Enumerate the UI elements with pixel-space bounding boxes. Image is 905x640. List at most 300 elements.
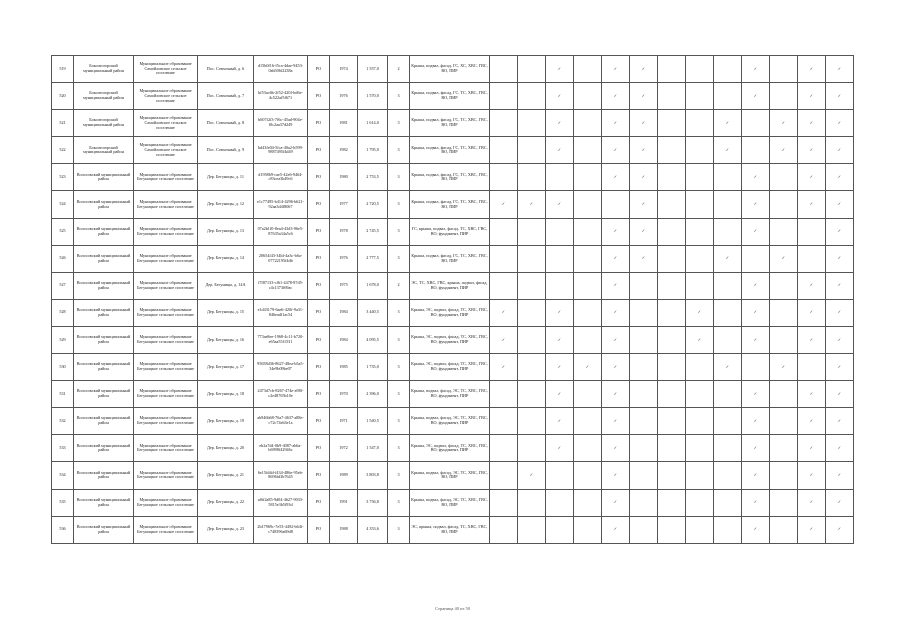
- fund-form-cell: РО: [308, 516, 330, 543]
- fund-form-cell: РО: [308, 299, 330, 326]
- check-mark-icon: ✓: [837, 444, 842, 450]
- work-check-cell: [826, 272, 854, 299]
- work-check-cell: [630, 408, 658, 435]
- work-check-cell: [686, 83, 714, 110]
- guid-cell: d195869-cae5-42e6-9464-c83cea3b49c6: [254, 164, 308, 191]
- table-row: [52, 462, 854, 489]
- district-cell: Волосовский муниципальный район: [74, 299, 134, 326]
- work-check-cell: [798, 299, 826, 326]
- work-check-cell: [798, 83, 826, 110]
- check-mark-icon: ✓: [753, 201, 758, 207]
- work-check-cell: [826, 435, 854, 462]
- check-mark-icon: ✓: [837, 92, 842, 98]
- district-cell: Волосовский муниципальный район: [74, 462, 134, 489]
- work-check-cell: [574, 191, 602, 218]
- check-mark-icon: ✓: [613, 499, 618, 505]
- check-mark-icon: ✓: [809, 201, 814, 207]
- works-cell: Крыша, подвал, фасад, ГС, ТС, ХВС, ГВС, ВО, ПИР: [410, 245, 490, 272]
- work-check-cell: [630, 137, 658, 164]
- work-check-cell: [518, 299, 546, 326]
- floors-cell: 3: [388, 299, 410, 326]
- check-mark-icon: ✓: [837, 499, 842, 505]
- guid-cell: 20654f43-34bf-4a3c-b6a-07722195f4db: [254, 245, 308, 272]
- check-mark-icon: ✓: [753, 390, 758, 396]
- work-check-cell: [658, 516, 686, 543]
- work-check-cell: [686, 408, 714, 435]
- check-mark-icon: ✓: [697, 309, 702, 315]
- work-check-cell: [602, 56, 630, 83]
- municipality-cell: Муниципальное образование Бегуницкое сельское поселение: [134, 354, 198, 381]
- work-check-cell: [742, 110, 770, 137]
- year-cell: 1991: [330, 489, 358, 516]
- check-mark-icon: ✓: [753, 336, 758, 342]
- municipality-cell: Муниципальное образование Самойловское сельское поселение: [134, 83, 198, 110]
- check-mark-icon: ✓: [725, 119, 730, 125]
- check-mark-icon: ✓: [613, 228, 618, 234]
- work-check-cell: [770, 191, 798, 218]
- work-check-cell: [490, 218, 518, 245]
- check-mark-icon: ✓: [809, 174, 814, 180]
- fund-form-cell: РО: [308, 489, 330, 516]
- work-check-cell: [686, 218, 714, 245]
- year-cell: 1971: [330, 408, 358, 435]
- work-check-cell: [630, 56, 658, 83]
- work-check-cell: [518, 245, 546, 272]
- municipality-cell: Муниципальное образование Бегуницкое сельское поселение: [134, 516, 198, 543]
- guid-cell: e1c77495-b414-4296-b621-92aa3d4f8067: [254, 191, 308, 218]
- check-mark-icon: ✓: [613, 92, 618, 98]
- work-check-cell: [602, 218, 630, 245]
- district-cell: Волосовский муниципальный район: [74, 381, 134, 408]
- check-mark-icon: ✓: [781, 146, 786, 152]
- work-check-cell: [574, 137, 602, 164]
- work-check-cell: [546, 56, 574, 83]
- work-check-cell: [686, 191, 714, 218]
- work-check-cell: [826, 516, 854, 543]
- fund-form-cell: РО: [308, 56, 330, 83]
- work-check-cell: [518, 516, 546, 543]
- municipality-cell: Муниципальное образование Бегуницкое сельское поселение: [134, 299, 198, 326]
- work-check-cell: [770, 435, 798, 462]
- check-mark-icon: ✓: [837, 417, 842, 423]
- check-mark-icon: ✓: [809, 92, 814, 98]
- work-check-cell: [546, 354, 574, 381]
- table-row: [52, 489, 854, 516]
- table-row: [52, 272, 854, 299]
- district-cell: Волосовский муниципальный район: [74, 245, 134, 272]
- check-mark-icon: ✓: [753, 472, 758, 478]
- work-check-cell: [602, 110, 630, 137]
- check-mark-icon: ✓: [809, 65, 814, 71]
- year-cell: 1984: [330, 299, 358, 326]
- table-row: [52, 110, 854, 137]
- area-cell: 2 753,5: [358, 164, 388, 191]
- work-check-cell: [574, 218, 602, 245]
- work-check-cell: [826, 408, 854, 435]
- work-check-cell: [770, 354, 798, 381]
- row-number: 522: [52, 137, 74, 164]
- work-check-cell: [630, 245, 658, 272]
- work-check-cell: [658, 381, 686, 408]
- work-check-cell: [658, 489, 686, 516]
- municipality-cell: Муниципальное образование Бегуницкое сельское поселение: [134, 408, 198, 435]
- work-check-cell: [658, 218, 686, 245]
- address-cell: Пос. Совхозный, д. 6: [198, 56, 254, 83]
- check-mark-icon: ✓: [809, 444, 814, 450]
- works-cell: Крыша, подвал, фасад, ЭС, ТС, ХВС, ГВС, ВО, ПИР: [410, 462, 490, 489]
- row-number: 523: [52, 164, 74, 191]
- check-mark-icon: ✓: [781, 255, 786, 261]
- check-mark-icon: ✓: [613, 119, 618, 125]
- address-cell: Дер. Бегуницы, д. 19: [198, 408, 254, 435]
- work-check-cell: [714, 462, 742, 489]
- work-check-cell: [714, 435, 742, 462]
- work-check-cell: [742, 299, 770, 326]
- work-check-cell: [826, 326, 854, 353]
- work-check-cell: [602, 83, 630, 110]
- year-cell: 1982: [330, 137, 358, 164]
- year-cell: 1984: [330, 326, 358, 353]
- address-cell: Дер. Бегуницы, д. 14: [198, 245, 254, 272]
- address-cell: Дер. Бегуницы, д. 13: [198, 218, 254, 245]
- work-check-cell: [742, 354, 770, 381]
- check-mark-icon: ✓: [753, 174, 758, 180]
- work-check-cell: [574, 164, 602, 191]
- floors-cell: 3: [388, 489, 410, 516]
- work-check-cell: [546, 137, 574, 164]
- work-check-cell: [490, 245, 518, 272]
- work-check-cell: [490, 354, 518, 381]
- check-mark-icon: ✓: [613, 363, 618, 369]
- district-cell: Волосовский муниципальный район: [74, 218, 134, 245]
- address-cell: Пос. Совхозный, д. 7: [198, 83, 254, 110]
- check-mark-icon: ✓: [557, 65, 562, 71]
- check-mark-icon: ✓: [809, 119, 814, 125]
- work-check-cell: [518, 408, 546, 435]
- check-mark-icon: ✓: [557, 390, 562, 396]
- work-check-cell: [742, 516, 770, 543]
- fund-form-cell: РО: [308, 110, 330, 137]
- check-mark-icon: ✓: [557, 146, 562, 152]
- municipality-cell: Муниципальное образование Самойловское сельское поселение: [134, 56, 198, 83]
- check-mark-icon: ✓: [809, 499, 814, 505]
- work-check-cell: [546, 381, 574, 408]
- work-check-cell: [658, 435, 686, 462]
- check-mark-icon: ✓: [753, 65, 758, 71]
- work-check-cell: [574, 462, 602, 489]
- check-mark-icon: ✓: [809, 526, 814, 532]
- check-mark-icon: ✓: [753, 309, 758, 315]
- register-table-body: [52, 56, 854, 544]
- work-check-cell: [630, 110, 658, 137]
- municipality-cell: Муниципальное образование Самойловское сельское поселение: [134, 137, 198, 164]
- work-check-cell: [490, 164, 518, 191]
- work-check-cell: [658, 299, 686, 326]
- work-check-cell: [518, 462, 546, 489]
- work-check-cell: [798, 354, 826, 381]
- check-mark-icon: ✓: [501, 201, 506, 207]
- table-row: [52, 326, 854, 353]
- area-cell: 2 745,5: [358, 218, 388, 245]
- table-row: [52, 83, 854, 110]
- work-check-cell: [714, 218, 742, 245]
- work-check-cell: [574, 56, 602, 83]
- work-check-cell: [826, 245, 854, 272]
- works-cell: ЭС, крыша, подвал, фасад, ТС, ХВС, ГВС, ВО, ПИР: [410, 516, 490, 543]
- work-check-cell: [546, 272, 574, 299]
- year-cell: 1988: [330, 516, 358, 543]
- work-check-cell: [742, 435, 770, 462]
- work-check-cell: [546, 516, 574, 543]
- work-check-cell: [714, 299, 742, 326]
- work-check-cell: [686, 110, 714, 137]
- row-number: 528: [52, 299, 74, 326]
- work-check-cell: [630, 299, 658, 326]
- work-check-cell: [518, 137, 546, 164]
- check-mark-icon: ✓: [641, 228, 646, 234]
- works-cell: Крыша, ЭС, подвал, фасад, ТС, ХВС, ГВС, ВО, фундамент, ПИР: [410, 299, 490, 326]
- table-row: [52, 191, 854, 218]
- table-row: [52, 408, 854, 435]
- check-mark-icon: ✓: [837, 309, 842, 315]
- work-check-cell: [714, 326, 742, 353]
- work-check-cell: [798, 110, 826, 137]
- page-footer: Страница 40 из 50: [435, 606, 470, 611]
- year-cell: 1974: [330, 56, 358, 83]
- fund-form-cell: РО: [308, 435, 330, 462]
- work-check-cell: [518, 354, 546, 381]
- work-check-cell: [770, 110, 798, 137]
- fund-form-cell: РО: [308, 191, 330, 218]
- row-number: 530: [52, 354, 74, 381]
- work-check-cell: [490, 110, 518, 137]
- work-check-cell: [518, 218, 546, 245]
- works-cell: Крыша, ЭС, подвал, фасад, ТС, ХВС, ГВС, ВО, фундамент, ПИР: [410, 435, 490, 462]
- work-check-cell: [798, 435, 826, 462]
- table-row: [52, 516, 854, 543]
- address-cell: Дер. Бегуницы, д. 17: [198, 354, 254, 381]
- address-cell: Дер. Бегуницы, д. 20: [198, 435, 254, 462]
- work-check-cell: [714, 110, 742, 137]
- check-mark-icon: ✓: [753, 444, 758, 450]
- district-cell: Волосовский муниципальный район: [74, 354, 134, 381]
- check-mark-icon: ✓: [781, 119, 786, 125]
- table-row: [52, 164, 854, 191]
- work-check-cell: [826, 83, 854, 110]
- address-cell: Дер. Бегуницы, д. 21: [198, 462, 254, 489]
- check-mark-icon: ✓: [641, 119, 646, 125]
- check-mark-icon: ✓: [501, 309, 506, 315]
- work-check-cell: [798, 381, 826, 408]
- work-check-cell: [714, 489, 742, 516]
- table-row: [52, 245, 854, 272]
- area-cell: 3 803,8: [358, 462, 388, 489]
- address-cell: Дер. Бегуницы, д. 14А: [198, 272, 254, 299]
- year-cell: 1989: [330, 462, 358, 489]
- work-check-cell: [518, 191, 546, 218]
- work-check-cell: [630, 489, 658, 516]
- check-mark-icon: ✓: [641, 255, 646, 261]
- row-number: 535: [52, 489, 74, 516]
- fund-form-cell: РО: [308, 245, 330, 272]
- row-number: 536: [52, 516, 74, 543]
- works-cell: Крыша, подвал, фасад, ЭС, ТС, ХВС, ГВС, ВО, фундамент, ПИР: [410, 381, 490, 408]
- year-cell: 1975: [330, 272, 358, 299]
- work-check-cell: [490, 272, 518, 299]
- work-check-cell: [742, 56, 770, 83]
- work-check-cell: [546, 164, 574, 191]
- works-cell: Крыша, подвал, фасад, ГС, ХС, ХВС, ГВС, ВО, ПИР: [410, 56, 490, 83]
- works-cell: Крыша, подвал, фасад, ГС, ТС, ХВС, ГВС, ВО, ПИР: [410, 191, 490, 218]
- work-check-cell: [546, 83, 574, 110]
- work-check-cell: [686, 326, 714, 353]
- floors-cell: 3: [388, 83, 410, 110]
- work-check-cell: [518, 489, 546, 516]
- municipality-cell: Муниципальное образование Бегуницкое сельское поселение: [134, 191, 198, 218]
- check-mark-icon: ✓: [557, 417, 562, 423]
- work-check-cell: [574, 516, 602, 543]
- work-check-cell: [826, 462, 854, 489]
- check-mark-icon: ✓: [837, 146, 842, 152]
- work-check-cell: [798, 245, 826, 272]
- check-mark-icon: ✓: [809, 472, 814, 478]
- work-check-cell: [630, 164, 658, 191]
- floors-cell: 3: [388, 326, 410, 353]
- check-mark-icon: ✓: [557, 201, 562, 207]
- work-check-cell: [826, 489, 854, 516]
- work-check-cell: [518, 435, 546, 462]
- work-check-cell: [574, 272, 602, 299]
- check-mark-icon: ✓: [837, 363, 842, 369]
- guid-cell: 2473d7cb-8267-474e-a98f-c2e48765b10e: [254, 381, 308, 408]
- work-check-cell: [490, 462, 518, 489]
- address-cell: Дер. Бегуницы, д. 11: [198, 164, 254, 191]
- municipality-cell: Муниципальное образование Бегуницкое сельское поселение: [134, 326, 198, 353]
- check-mark-icon: ✓: [753, 228, 758, 234]
- work-check-cell: [686, 462, 714, 489]
- check-mark-icon: ✓: [753, 417, 758, 423]
- year-cell: 1976: [330, 83, 358, 110]
- floors-cell: 3: [388, 245, 410, 272]
- work-check-cell: [658, 272, 686, 299]
- guid-cell: 6e15fd4d-f434-486e-95eb-8696fd3b7645: [254, 462, 308, 489]
- work-check-cell: [574, 354, 602, 381]
- address-cell: Пос. Совхозный, д. 8: [198, 110, 254, 137]
- work-check-cell: [490, 56, 518, 83]
- work-check-cell: [826, 218, 854, 245]
- works-cell: Крыша, ЭС, подвал, фасад, ТС, ХВС, ГВС, ВО, фундамент, ПИР: [410, 354, 490, 381]
- guid-cell: 07a2b1f0-8ea4-43d3-96e5-87635a34a5c6: [254, 218, 308, 245]
- municipality-cell: Муниципальное образование Бегуницкое сельское поселение: [134, 381, 198, 408]
- floors-cell: 2: [388, 56, 410, 83]
- work-check-cell: [714, 381, 742, 408]
- check-mark-icon: ✓: [613, 309, 618, 315]
- district-cell: Волосовский муниципальный район: [74, 326, 134, 353]
- check-mark-icon: ✓: [613, 146, 618, 152]
- work-check-cell: [546, 299, 574, 326]
- work-check-cell: [490, 83, 518, 110]
- work-check-cell: [658, 462, 686, 489]
- work-check-cell: [770, 218, 798, 245]
- check-mark-icon: ✓: [837, 472, 842, 478]
- work-check-cell: [490, 408, 518, 435]
- work-check-cell: [742, 137, 770, 164]
- work-check-cell: [770, 245, 798, 272]
- floors-cell: 3: [388, 164, 410, 191]
- work-check-cell: [742, 381, 770, 408]
- works-cell: Крыша, подвал, фасад, ГС, ТС, ХВС, ГВС, ВО, ПИР: [410, 110, 490, 137]
- row-number: 534: [52, 462, 74, 489]
- work-check-cell: [546, 191, 574, 218]
- work-check-cell: [742, 83, 770, 110]
- work-check-cell: [798, 191, 826, 218]
- work-check-cell: [686, 354, 714, 381]
- address-cell: Пос. Совхозный, д. 9: [198, 137, 254, 164]
- work-check-cell: [686, 516, 714, 543]
- district-cell: Волосовский муниципальный район: [74, 489, 134, 516]
- works-cell: ГС, крыша, подвал, фасад, ТС, ХВС, ГВС, ВО, фундамент, ПИР: [410, 218, 490, 245]
- work-check-cell: [602, 326, 630, 353]
- check-mark-icon: ✓: [613, 417, 618, 423]
- work-check-cell: [770, 326, 798, 353]
- check-mark-icon: ✓: [641, 146, 646, 152]
- floors-cell: 3: [388, 110, 410, 137]
- work-check-cell: [686, 435, 714, 462]
- district-cell: Волосовский муниципальный район: [74, 408, 134, 435]
- check-mark-icon: ✓: [557, 92, 562, 98]
- work-check-cell: [546, 435, 574, 462]
- work-check-cell: [490, 516, 518, 543]
- municipality-cell: Муниципальное образование Бегуницкое сельское поселение: [134, 218, 198, 245]
- area-cell: 3 440,5: [358, 299, 388, 326]
- year-cell: 1970: [330, 381, 358, 408]
- work-check-cell: [546, 326, 574, 353]
- floors-cell: 3: [388, 354, 410, 381]
- work-check-cell: [826, 110, 854, 137]
- work-check-cell: [630, 354, 658, 381]
- work-check-cell: [602, 245, 630, 272]
- floors-cell: 3: [388, 462, 410, 489]
- row-number: 521: [52, 110, 74, 137]
- check-mark-icon: ✓: [613, 174, 618, 180]
- area-cell: 1 614,0: [358, 110, 388, 137]
- work-check-cell: [602, 137, 630, 164]
- work-check-cell: [742, 408, 770, 435]
- area-cell: 2 720,5: [358, 191, 388, 218]
- municipality-cell: Муниципальное образование Бегуницкое сельское поселение: [134, 164, 198, 191]
- work-check-cell: [630, 516, 658, 543]
- check-mark-icon: ✓: [725, 363, 730, 369]
- work-check-cell: [574, 408, 602, 435]
- district-cell: Волосовский муниципальный район: [74, 272, 134, 299]
- work-check-cell: [714, 272, 742, 299]
- check-mark-icon: ✓: [613, 255, 618, 261]
- district-cell: Бокситогорский муниципальный район: [74, 137, 134, 164]
- work-check-cell: [798, 218, 826, 245]
- work-check-cell: [686, 137, 714, 164]
- fund-form-cell: РО: [308, 83, 330, 110]
- work-check-cell: [714, 137, 742, 164]
- work-check-cell: [742, 191, 770, 218]
- check-mark-icon: ✓: [613, 390, 618, 396]
- check-mark-icon: ✓: [809, 282, 814, 288]
- year-cell: 1977: [330, 191, 358, 218]
- work-check-cell: [714, 56, 742, 83]
- work-check-cell: [658, 354, 686, 381]
- work-check-cell: [602, 435, 630, 462]
- check-mark-icon: ✓: [753, 499, 758, 505]
- area-cell: 4 353,6: [358, 516, 388, 543]
